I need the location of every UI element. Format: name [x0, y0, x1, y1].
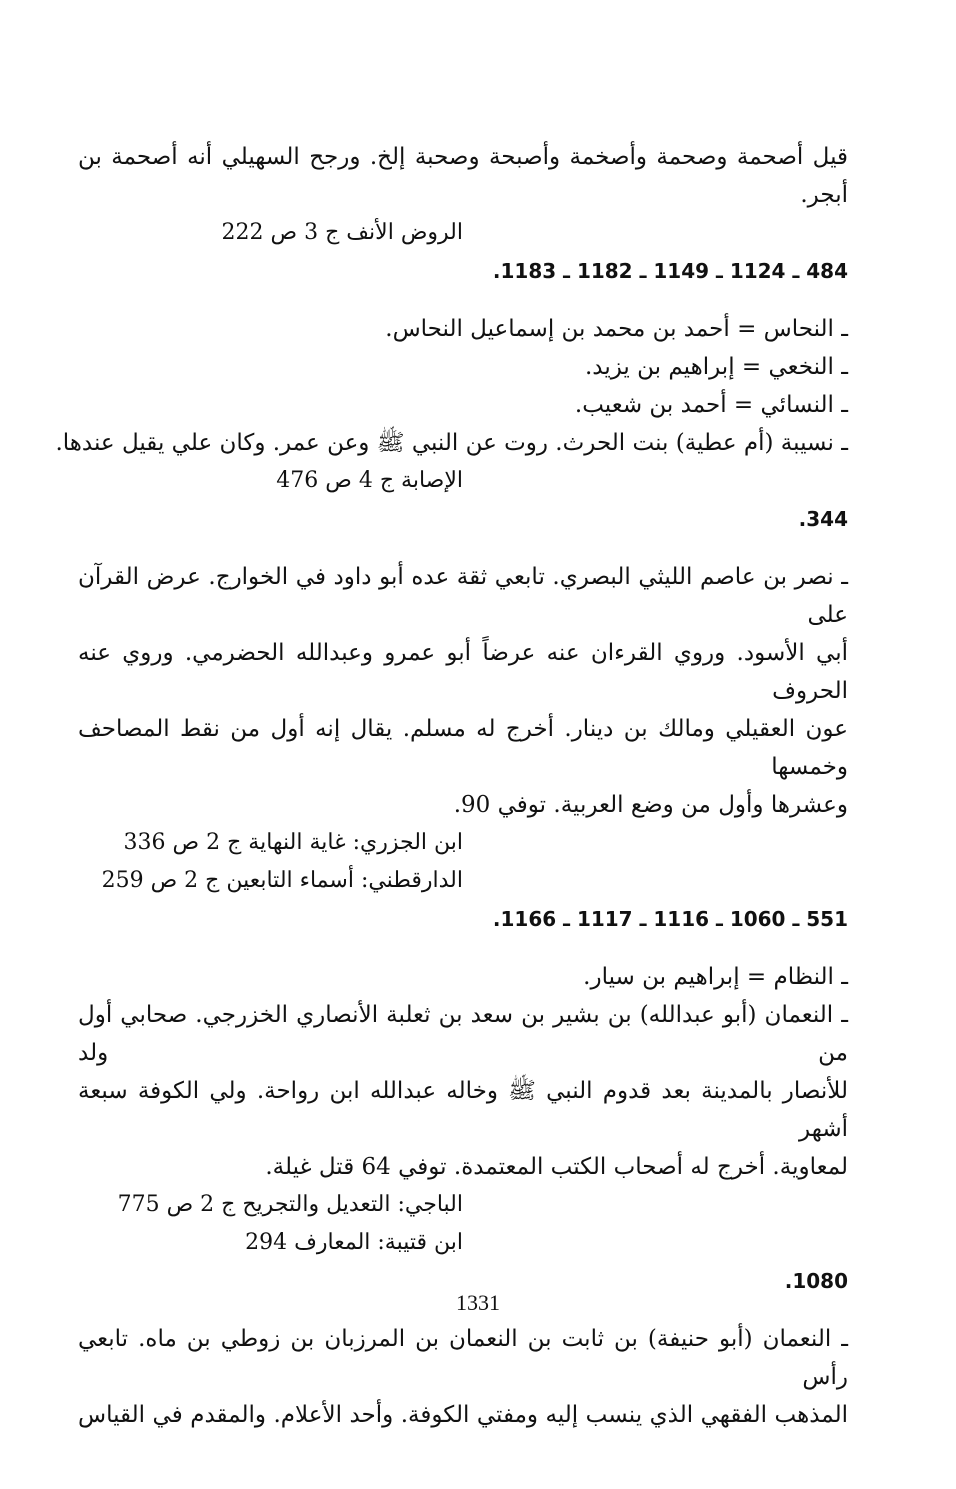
text-line: عون العقيلي ومالك بن دينار. أخرج له مسلم. يقال إنه أول من نقط المصاحف وخمسها — [78, 716, 848, 780]
cross-reference-numbers: 484 ـ 1124 ـ 1149 ـ 1182 ـ 1183. — [492, 259, 848, 283]
text-line: ـ النحاس = أحمد بن محمد بن إسماعيل النحاس. — [385, 316, 848, 342]
page-number: 1331 — [456, 1290, 500, 1315]
source-reference: ابن الجزري: غاية النهاية ج 2 ص 336 — [123, 830, 463, 855]
text-line: ـ النعمان (أبو عبدالله) بن بشير بن سعد بن ثعلبة الأنصاري الخزرجي. صحابي أول من ولد — [78, 1002, 848, 1066]
page-body — [55, 138, 848, 1434]
source-reference: الروض الأنف ج 3 ص 222 — [221, 220, 463, 245]
text-line: أبجر. — [800, 182, 848, 208]
text-line: قيل أصحمة وصحمة وأصخمة وأصبحة وصحبة إلخ. ورجح السهيلي أنه أصحمة بن — [78, 144, 848, 170]
source-reference: الإصابة ج 4 ص 476 — [276, 468, 463, 493]
entry-numan-bashir — [78, 958, 848, 1300]
source-reference: الباجي: التعديل والتجريح ج 2 ص 775 — [117, 1192, 463, 1217]
text-line: المذهب الفقهي الذي ينسب إليه ومفتي الكوفة. وأحد الأعلام. والمقدم في القياس — [78, 1402, 848, 1428]
cross-reference-numbers: 1080. — [784, 1269, 848, 1293]
cross-reference-numbers: 344. — [798, 507, 848, 531]
text-line: ـ نصر بن عاصم الليثي البصري. تابعي ثقة عده أبو داود في الخوارج. عرض القرآن على — [78, 564, 848, 628]
cross-reference-numbers: 551 ـ 1060 ـ 1116 ـ 1117 ـ 1166. — [492, 907, 848, 931]
entry-asham — [78, 138, 848, 290]
text-line: ـ النظام = إبراهيم بن سيار. — [583, 964, 848, 990]
text-line: أبي الأسود. وروي القرءان عنه عرضاً أبو عمرو وعبدالله الحضرمي. وروي عنه الحروف — [78, 640, 848, 704]
text-line: ـ النعمان (أبو حنيفة) بن ثابت بن النعمان بن المرزبان بن زوطي بن ماه. تابعي رأس — [78, 1326, 848, 1390]
text-line: ـ النخعي = إبراهيم بن يزيد. — [584, 354, 848, 380]
source-reference: ابن قتيبة: المعارف 294 — [245, 1230, 463, 1255]
text-line: ـ نسيبة (أم عطية) بنت الحرث. روت عن النبي ﷺ وعن عمر. وكان علي يقيل عندها. — [55, 430, 848, 456]
source-reference: الدارقطني: أسماء التابعين ج 2 ص 259 — [101, 868, 463, 893]
text-line: لمعاوية. أخرج له أصحاب الكتب المعتمدة. توفي 64 قتل غيلة. — [265, 1154, 848, 1180]
text-line: ـ النسائي = أحمد بن شعيب. — [574, 392, 848, 418]
text-line: للأنصار بالمدينة بعد قدوم النبي ﷺ وخاله عبدالله ابن رواحة. ولي الكوفة سبعة أشهر — [78, 1078, 848, 1142]
entry-nahhas-group — [55, 310, 848, 538]
text-line: وعشرها وأول من وضع العربية. توفي 90. — [453, 792, 848, 818]
entry-nasr — [78, 558, 848, 938]
entry-abu-hanifa — [78, 1320, 848, 1434]
